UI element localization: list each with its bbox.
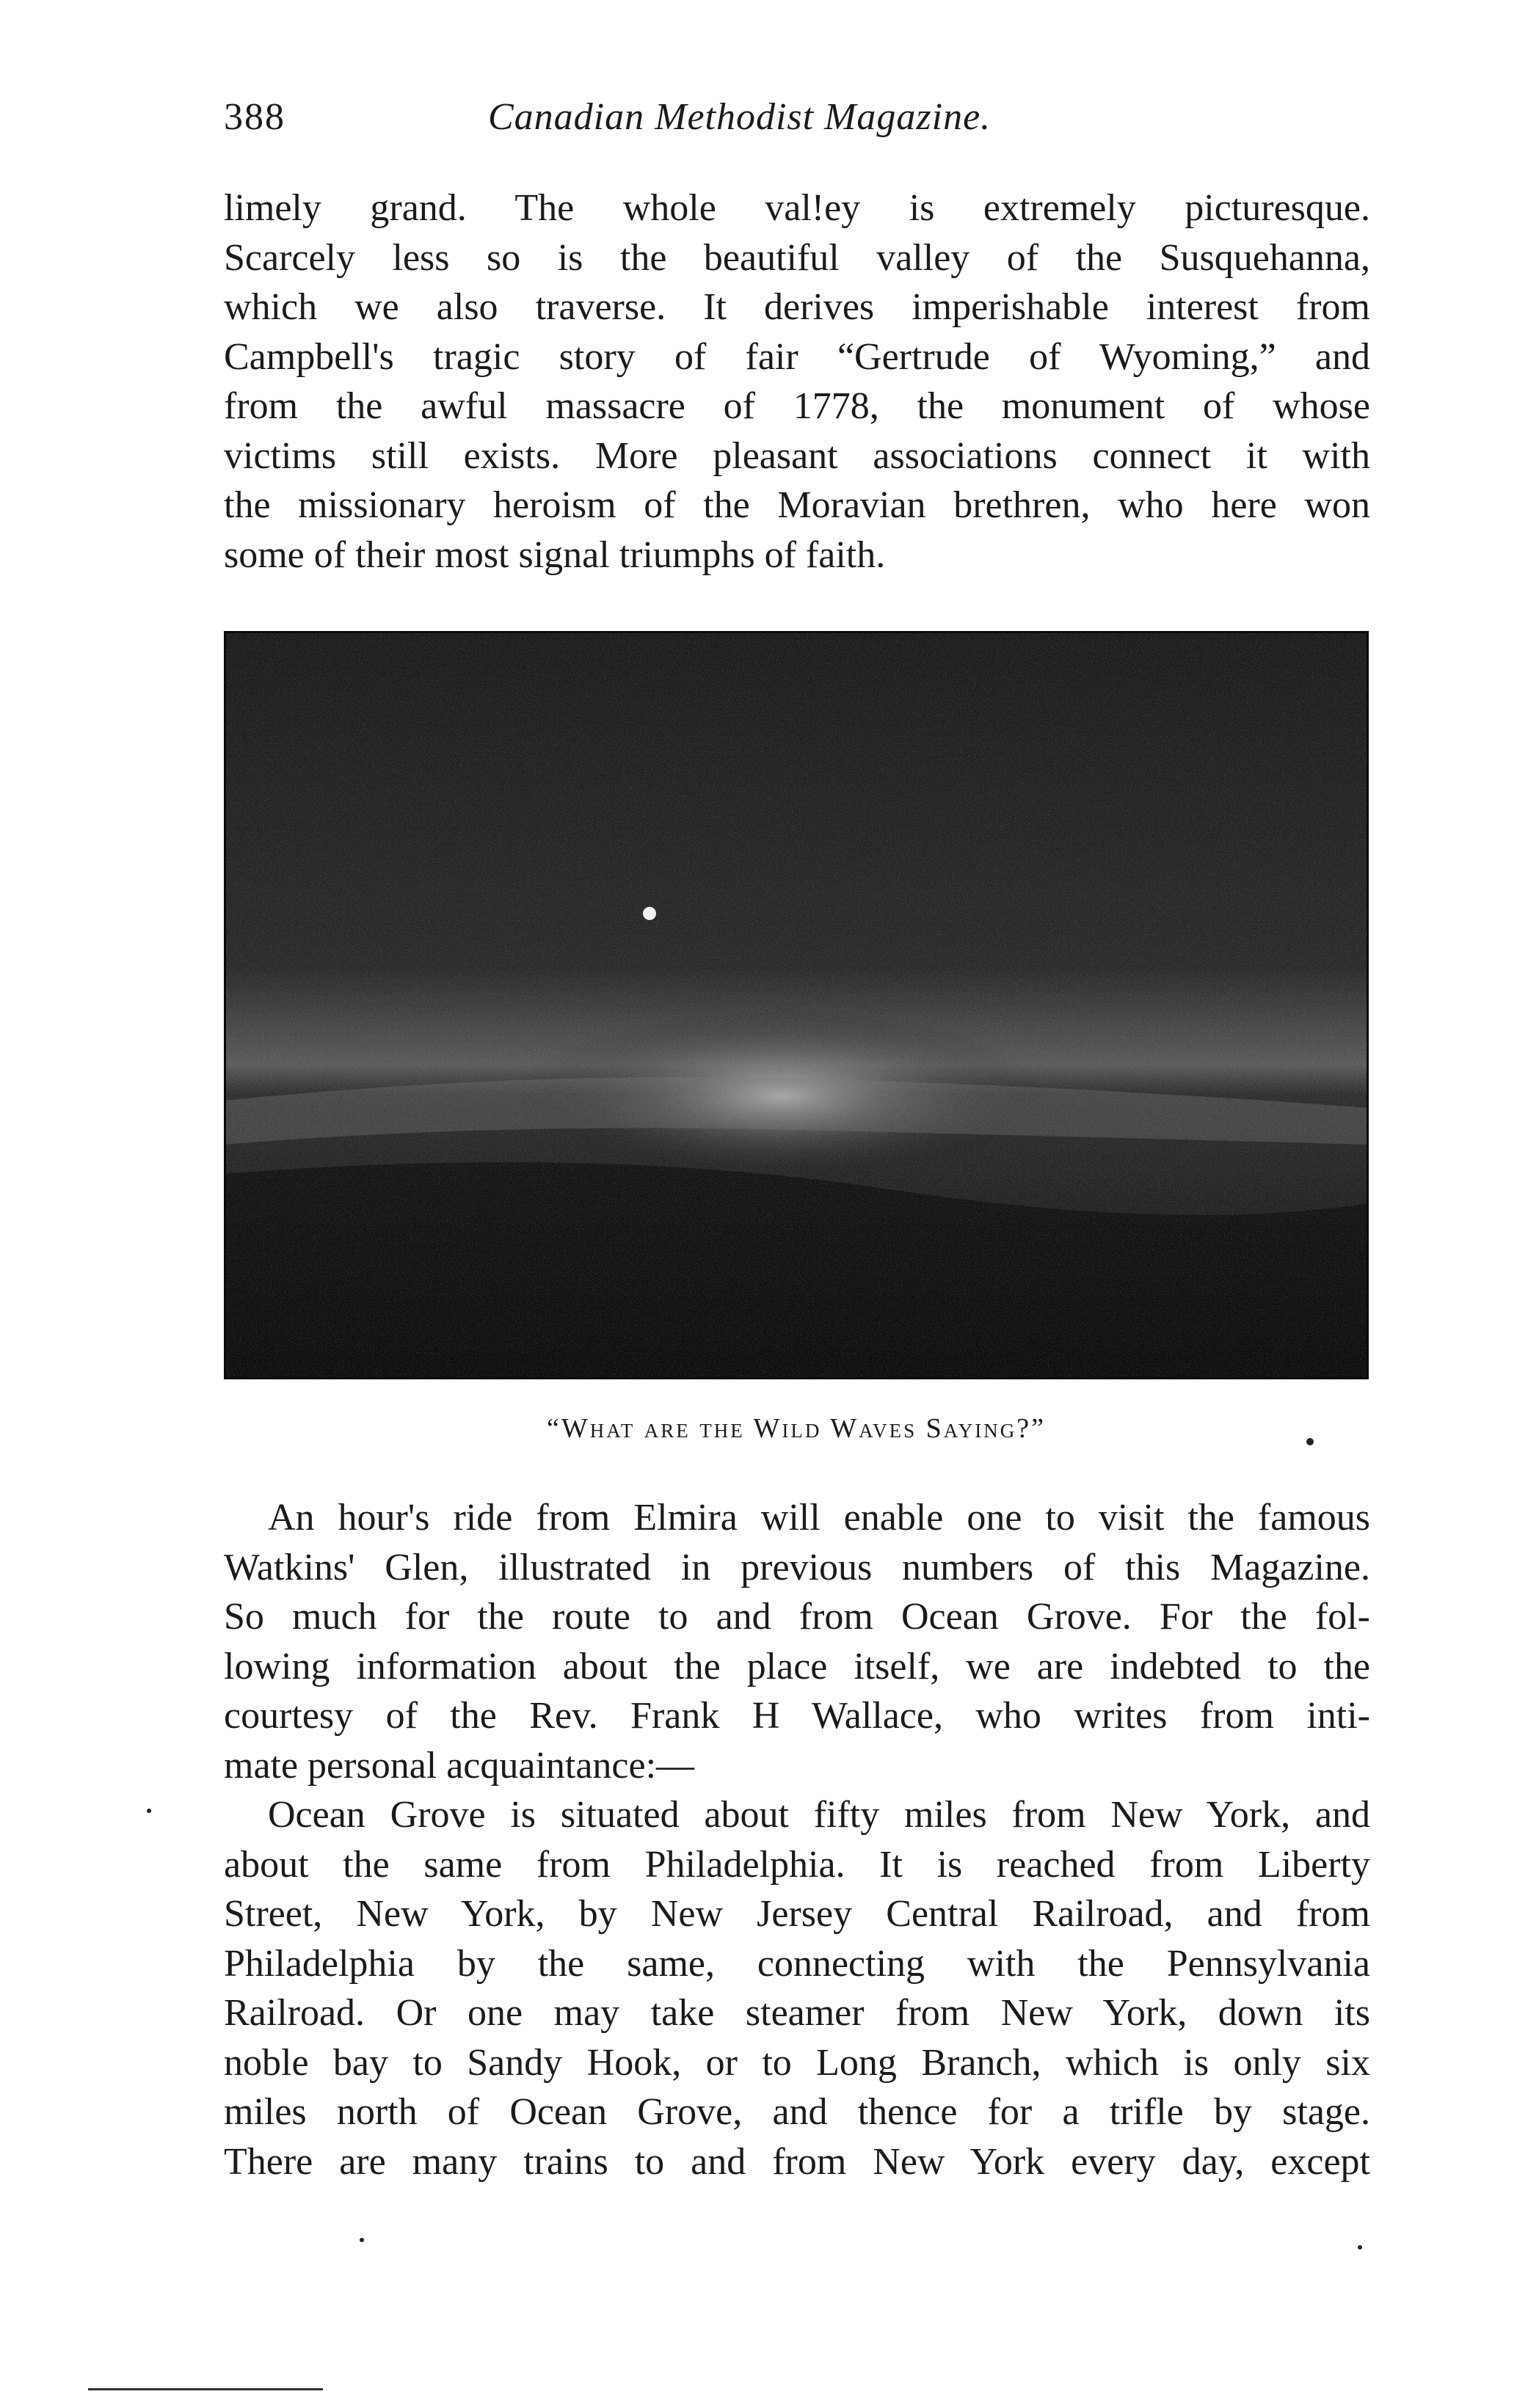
text-line: limely grand. The whole val!ey is extremely picturesque.	[224, 187, 1370, 229]
paragraph-ocean-grove	[224, 1790, 1370, 2186]
text-line: Watkins' Glen, illustrated in previous numbers of this Magazine.	[224, 1546, 1370, 1588]
text-line: noble bay to Sandy Hook, or to Long Branch, which is only six	[224, 2041, 1370, 2084]
text-line: Railroad. Or one may take steamer from New York, down its	[224, 1992, 1370, 2034]
text-line: Street, New York, by New Jersey Central Railroad, and from	[224, 1893, 1370, 1935]
text-line: the missionary heroism of the Moravian brethren, who here won	[224, 484, 1370, 526]
text-line: Ocean Grove is situated about fifty miles from New York, and	[268, 1794, 1370, 1836]
paragraph-elmira	[224, 1493, 1370, 1790]
text-line: mate personal acquaintance:—	[224, 1744, 695, 1787]
text-line: Philadelphia by the same, connecting with the Pennsylvania	[224, 1942, 1370, 1985]
running-head	[224, 95, 1369, 154]
text-line: lowing information about the place itself, we are indebted to the	[224, 1645, 1370, 1688]
text-line: victims still exists. More pleasant associations connect it with	[224, 434, 1370, 477]
figure-caption: “What are the Wild Waves Saying?”	[547, 1413, 1046, 1444]
text-line: courtesy of the Rev. Frank H Wallace, who writes from inti-	[224, 1695, 1370, 1737]
text-line: There are many trains to and from New York every day, except	[224, 2140, 1370, 2183]
engraving-illustration	[224, 631, 1369, 1379]
top-paragraph	[224, 183, 1370, 580]
ink-dot	[1358, 2245, 1362, 2250]
text-line: miles north of Ocean Grove, and thence for a trifle by stage.	[224, 2091, 1370, 2133]
text-line: about the same from Philadelphia. It is reached from Liberty	[224, 1843, 1370, 1886]
text-line: some of their most signal triumphs of faith.	[224, 533, 886, 576]
journal-title: Canadian Methodist Magazine.	[488, 96, 992, 138]
page-number: 388	[224, 96, 285, 138]
ink-dot	[360, 2238, 364, 2242]
footer-rule	[88, 2388, 323, 2390]
ink-dot	[147, 1809, 151, 1813]
text-line: which we also traverse. It derives imperishable interest from	[224, 286, 1370, 328]
ink-dot	[1306, 1438, 1314, 1445]
text-line: from the awful massacre of 1778, the monument of whose	[224, 385, 1370, 427]
text-line: Campbell's tragic story of fair “Gertrude of Wyoming,” and	[224, 335, 1370, 378]
text-line: Scarcely less so is the beautiful valley of the Susquehanna,	[224, 236, 1370, 279]
text-line: So much for the route to and from Ocean Grove. For the fol-	[224, 1596, 1370, 1638]
night-seascape-engraving	[224, 631, 1369, 1379]
text-line: An hour's ride from Elmira will enable one to visit the famous	[268, 1497, 1370, 1539]
